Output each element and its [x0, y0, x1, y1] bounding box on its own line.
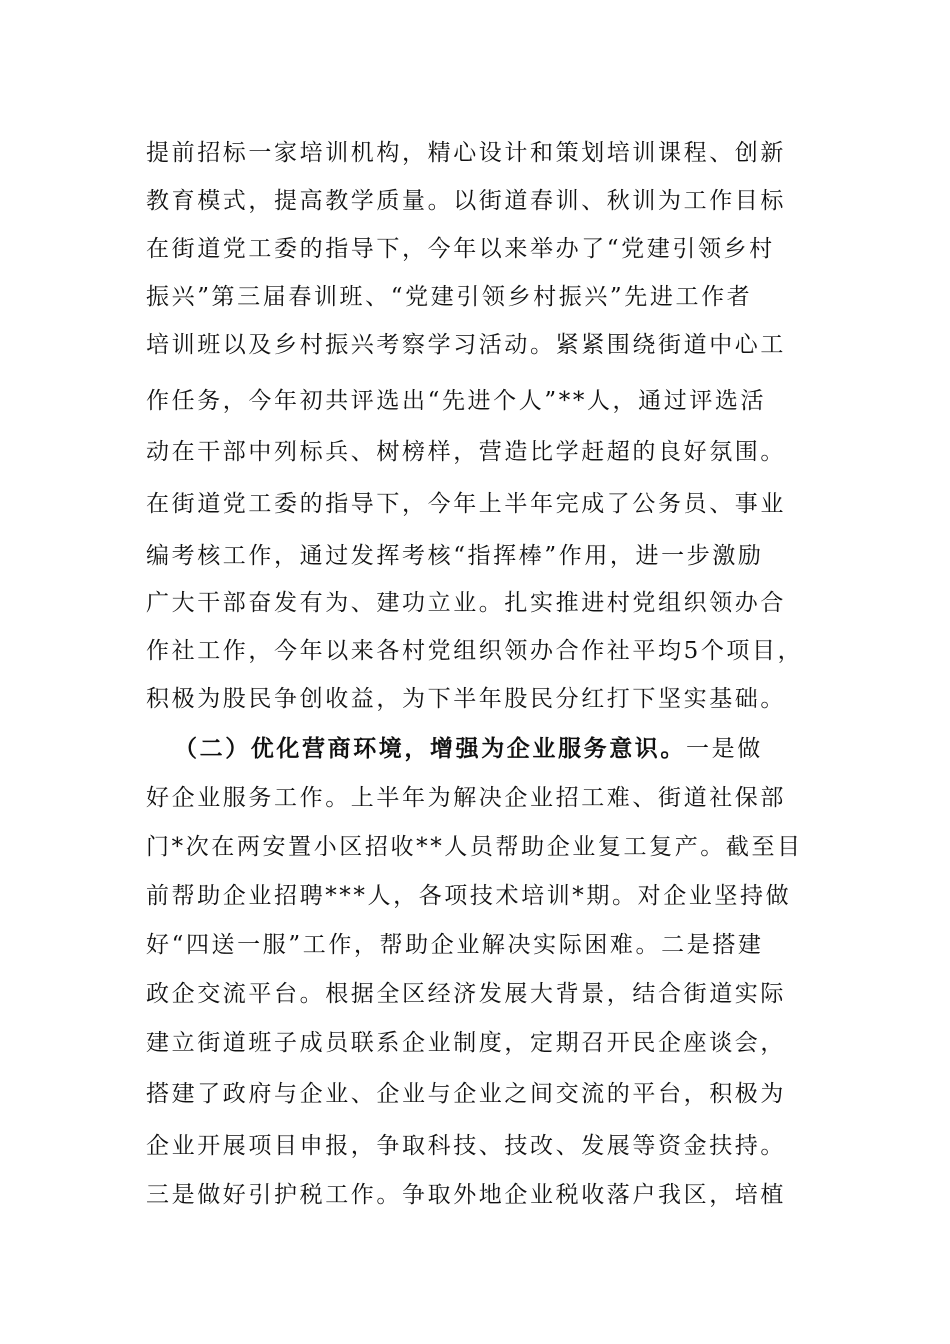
- paragraph-line-6: 作任务，今年初共评选出“先进个人”**人，通过评选活: [146, 388, 767, 414]
- paragraph-line-7: 动在干部中列标兵、树榜样，营造比学赶超的良好氛围。: [146, 439, 786, 465]
- paragraph-line-8: 在街道党工委的指导下，今年上半年完成了公务员、事业: [146, 491, 786, 517]
- paragraph-line-2: 教育模式，提高教学质量。以街道春训、秋训为工作目标: [146, 188, 786, 214]
- paragraph-line-12: 积极为股民争创收益，为下半年股民分红打下坚实基础。: [146, 686, 786, 712]
- paragraph-line-9: 编考核工作，通过发挥考核“指挥棒”作用，进一步激励: [146, 543, 764, 569]
- paragraph-line-3: 在街道党工委的指导下，今年以来举办了“党建引领乡村: [146, 236, 775, 262]
- paragraph-line-20: 搭建了政府与企业、企业与企业之间交流的平台，积极为: [146, 1081, 786, 1107]
- paragraph-line-17: 好“四送一服”工作，帮助企业解决实际困难。二是搭建: [146, 932, 764, 958]
- paragraph-line-19: 建立街道班子成员联系企业制度，定期召开民企座谈会，: [146, 1030, 786, 1056]
- paragraph-line-22: 三是做好引护税工作。争取外地企业税收落户我区，培植: [146, 1182, 786, 1208]
- paragraph-line-4: 振兴”第三届春训班、“党建引领乡村振兴”先进工作者: [146, 284, 753, 310]
- paragraph-line-11: 作社工作，今年以来各村党组织领办合作社平均5个项目，: [146, 638, 804, 664]
- paragraph-line-10: 广大干部奋发有为、建功立业。扎实推进村党组织领办合: [146, 590, 786, 616]
- section-heading-continuation: 一是做: [686, 736, 763, 762]
- paragraph-line-16: 前帮助企业招聘***人，各项技术培训*期。对企业坚持做: [146, 883, 792, 909]
- section-heading-line: [146, 729, 806, 769]
- section-heading: （二）优化营商环境，增强为企业服务意识。: [174, 735, 686, 762]
- paragraph-line-18: 政企交流平台。根据全区经济发展大背景，结合街道实际: [146, 981, 786, 1007]
- paragraph-line-15: 门*次在两安置小区招收**人员帮助企业复工复产。截至目: [146, 834, 803, 860]
- paragraph-line-14: 好企业服务工作。上半年为解决企业招工难、街道社保部: [146, 785, 786, 811]
- paragraph-line-1: 提前招标一家培训机构，精心设计和策划培训课程、创新: [146, 140, 786, 166]
- paragraph-line-5: 培训班以及乡村振兴考察学习活动。紧紧围绕街道中心工: [146, 332, 786, 358]
- paragraph-line-21: 企业开展项目申报，争取科技、技改、发展等资金扶持。: [146, 1133, 786, 1159]
